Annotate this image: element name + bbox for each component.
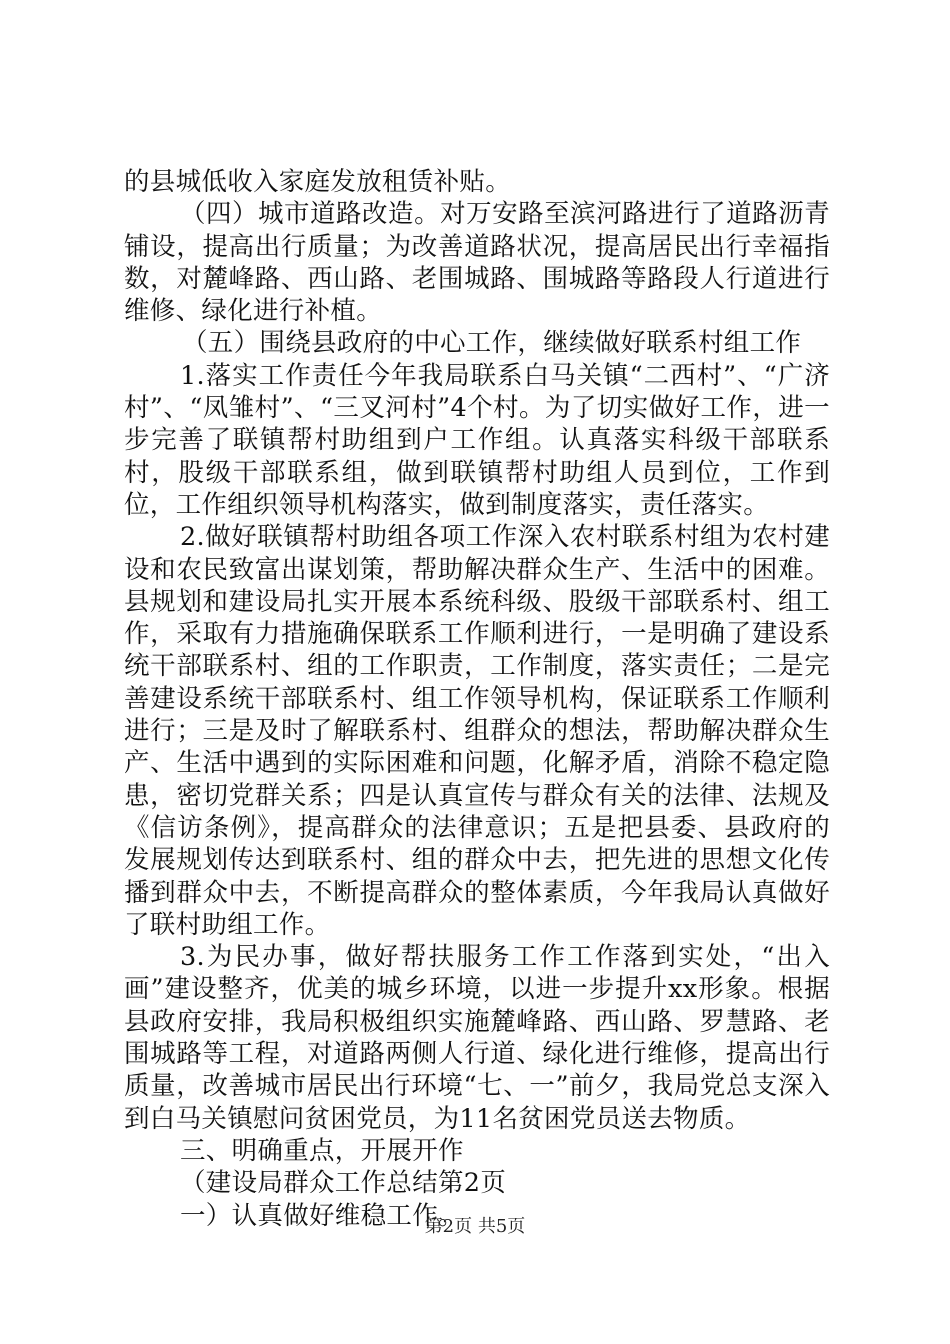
paragraph-road-renovation: （四）城市道路改造。对万安路至滨河路进行了道路沥青铺设，提高出行质量；为改善道路状况，提高居民出行幸福指数，对麓峰路、西山路、老围城路、围城路等路段人行道进行维修、绿化进行补植。 bbox=[124, 199, 830, 327]
paragraph-item-2: 2.做好联镇帮村助组各项工作深入农村联系村组为农村建设和农民致富出谋划策，帮助解决群众生产、生活中的困难。县规划和建设局扎实开展本系统科级、股级干部联系村、组工作，采取有力措施确保联系工作顺利进行，一是明确了建设系统干部联系村、组的工作职责，工作制度，落实责任；二是完善建设系统干部联系村、组工作领导机构，保证联系工作顺利进行；三是及时了解联系村、组群众的想法，帮助解决群众生产、生活中遇到的实际困难和问题，化解矛盾，消除不稳定隐患，密切党群关系；四是认真宣传与群众有关的法律、法规及《信访条例》，提高群众的法律意识；五是把县委、县政府的发展规划传达到联系村、组的群众中去，把先进的思想文化传播到群众中去，不断提高群众的整体素质，今年我局认真做好了联村助组工作。 bbox=[124, 522, 830, 940]
document-body bbox=[124, 166, 830, 1232]
paragraph-village-contact-heading: （五）围绕县政府的中心工作，继续做好联系村组工作 bbox=[182, 328, 802, 359]
page-footer: 第2页 共5页 bbox=[424, 1216, 526, 1237]
section-heading-3: 三、明确重点，开展开作 bbox=[180, 1135, 464, 1166]
paragraph-stability-heading: 一）认真做好维稳工作。 bbox=[180, 1200, 464, 1231]
paragraph-continuation: 的县城低收入家庭发放租赁补贴。 bbox=[124, 167, 512, 197]
paragraph-item-3: 3.为民办事，做好帮扶服务工作工作落到实处，“出入画”建设整齐，优美的城乡环境，以进一步提升xx形象。根据县政府安排，我局积极组织实施麓峰路、西山路、罗慧路、老围城路等工程，对道路两侧人行道、绿化进行维修，提高出行质量，改善城市居民出行环境“七、一”前夕，我局党总支深入到白马关镇慰问贫困党员，为11名贫困党员送去物质。 bbox=[124, 942, 830, 1134]
paragraph-page-note: （建设局群众工作总结第2页 bbox=[180, 1168, 507, 1199]
paragraph-item-1: 1.落实工作责任今年我局联系白马关镇“二西村”、“广济村”、“凤雏村”、“三叉河村”4个村。为了切实做好工作，进一步完善了联镇帮村助组到户工作组。认真落实科级干部联系村，股级干部联系组，做到联镇帮村助组人员到位，工作到位，工作组织领导机构落实，做到制度落实，责任落实。 bbox=[124, 360, 830, 520]
